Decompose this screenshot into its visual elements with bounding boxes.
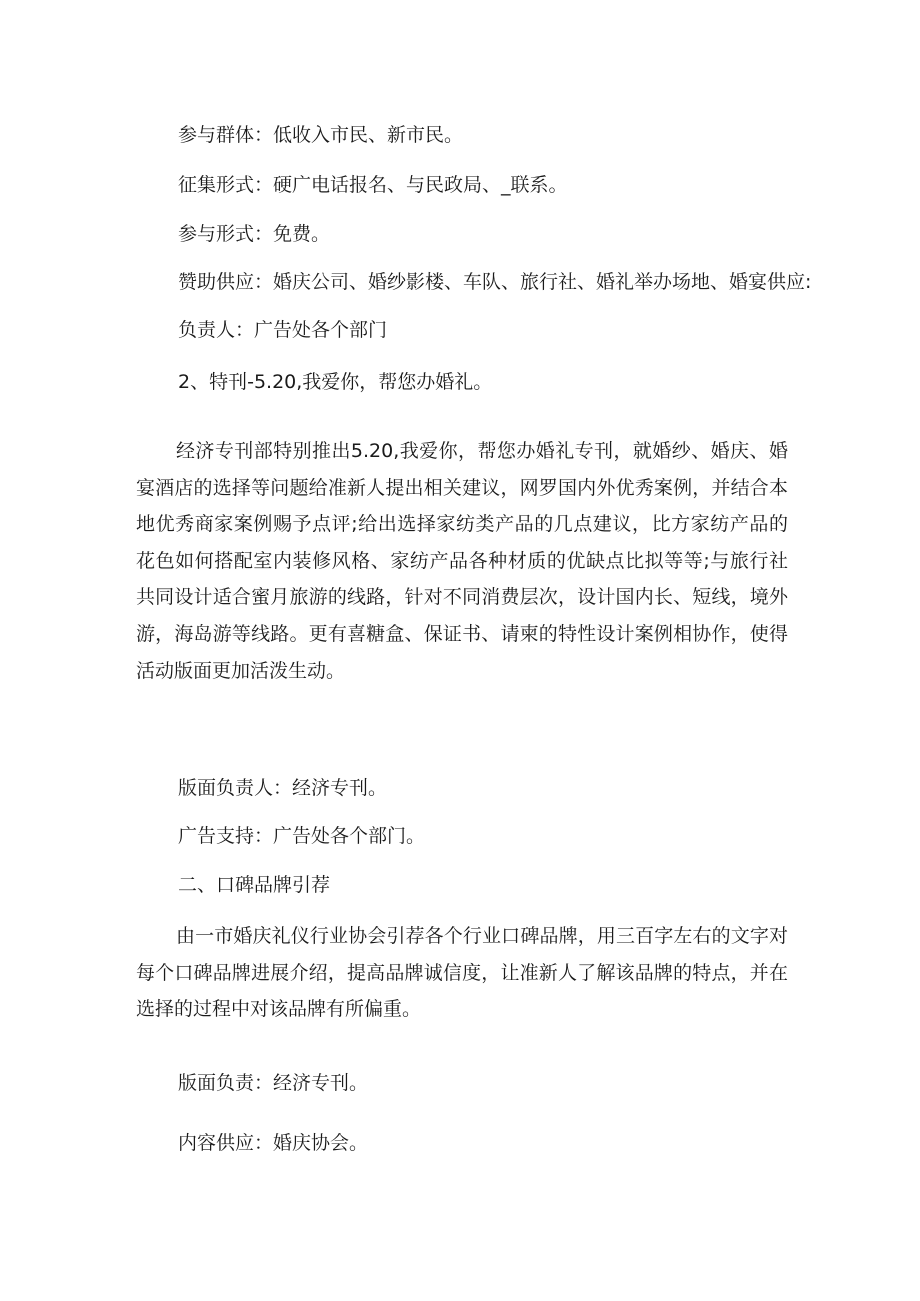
collection-form-line: 征集形式：硬广电话报名、与民政局、_联系。 [178, 174, 568, 196]
layout-responsible-line: 版面负责人：经济专刊。 [178, 777, 388, 799]
section-heading-brand-recommend: 二、口碑品牌引荐 [178, 874, 331, 896]
layout-responsible-line-2: 版面负责：经济专刊。 [178, 1072, 369, 1094]
participant-group-line: 参与群体：低收入市民、新市民。 [178, 124, 464, 146]
section-heading-special-issue: 2、特刊-5.20,我爱你，帮您办婚礼。 [178, 371, 493, 393]
sponsor-line: 赞助供应：婚庆公司、婚纱影楼、车队、旅行社、婚礼举办场地、婚宴供应: [178, 271, 812, 293]
responsible-person-line: 负责人：广告处各个部门 [178, 319, 388, 341]
special-issue-paragraph: 经济专刊部特别推出5.20,我爱你，帮您办婚礼专刊，就婚纱、婚庆、婚宴酒店的选择等问题给准新人提出相关建议，网罗国内外优秀案例，并结合本地优秀商家案例赐予点评;给出选择家纺类产品的几点建议，比方家纺产品的花色如何搭配室内装修风格、家纺产品各种材质的优缺点比拟等等;与旅行社共同设计适合蜜月旅游的线路，针对不同消费层次，设计国内长、短线，境外游，海岛游等线路。更有喜糖盒、保证书、请柬的特性设计案例相协作，使得活动版面更加活泼生动。 [136, 440, 788, 682]
brand-recommend-paragraph: 由一市婚庆礼仪行业协会引荐各个行业口碑品牌，用三百字左右的文字对每个口碑品牌进展介绍，提高品牌诚信度，让准新人了解该品牌的特点，并在选择的过程中对该品牌有所偏重。 [136, 925, 788, 1021]
ad-support-line: 广告支持：广告处各个部门。 [178, 825, 426, 847]
content-supply-line: 内容供应：婚庆协会。 [178, 1132, 369, 1154]
participation-form-line: 参与形式：免费。 [178, 223, 331, 245]
